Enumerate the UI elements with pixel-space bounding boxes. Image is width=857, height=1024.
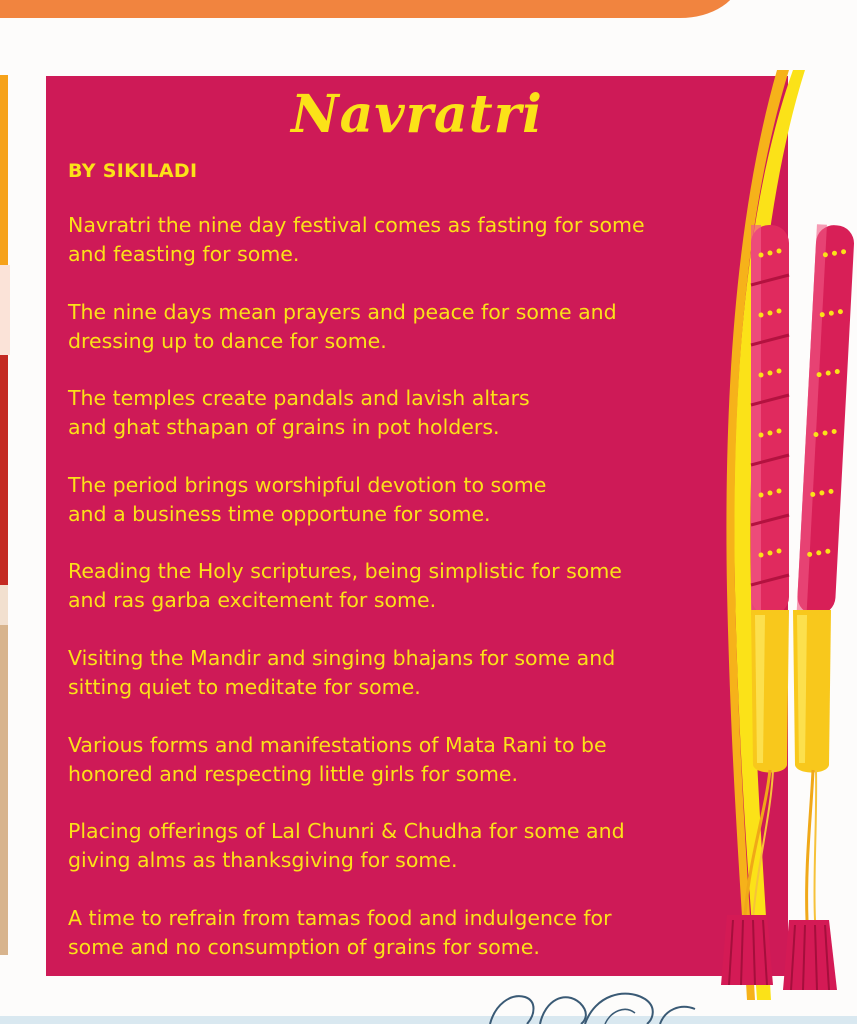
- stanza-line: dressing up to dance for some.: [68, 328, 387, 353]
- top-orange-band: [0, 0, 740, 18]
- poem-title: Navratri: [291, 84, 543, 145]
- stanza-line: and a business time opportune for some.: [68, 501, 491, 526]
- stanza-line: and ghat sthapan of grains in pot holders.: [68, 415, 500, 440]
- poem-panel: [46, 76, 788, 976]
- stanza-line: Placing offerings of Lal Chunri & Chudha for some and: [68, 819, 625, 844]
- stanza-line: Reading the Holy scriptures, being simplistic for some: [68, 559, 622, 584]
- bottom-band: [0, 1016, 857, 1024]
- left-neighbor-page-strip: [0, 585, 8, 625]
- stanza: [68, 384, 718, 442]
- dandiya-stick-icon: [783, 224, 855, 990]
- stanza-line: sitting quiet to meditate for some.: [68, 674, 421, 699]
- stanza-line: some and no consumption of grains for some.: [68, 934, 540, 959]
- stanza-line: and ras garba excitement for some.: [68, 588, 437, 613]
- left-neighbor-page-strip: [0, 265, 10, 355]
- stanza-line: Various forms and manifestations of Mata Rani to be: [68, 732, 607, 757]
- stanza: [68, 904, 718, 962]
- stanza-line: The temples create pandals and lavish altars: [68, 386, 530, 411]
- poem-body: [68, 211, 718, 990]
- stanza-line: and feasting for some.: [68, 242, 300, 266]
- stanza-line: The period brings worshipful devotion to some: [68, 472, 547, 497]
- stanza-line: Navratri the nine day festival comes as fasting for some: [68, 213, 645, 237]
- stanza: [68, 731, 718, 789]
- stanza-line: A time to refrain from tamas food and indulgence for: [68, 905, 612, 930]
- flower-doodle-icon: [485, 985, 705, 1024]
- stanza: [68, 471, 718, 529]
- stanza: [68, 557, 718, 615]
- dandiya-sticks-icon: [715, 215, 857, 1005]
- left-neighbor-page-strip: [0, 625, 8, 955]
- left-neighbor-page-strip: [0, 75, 8, 265]
- stanza-line: giving alms as thanksgiving for some.: [68, 848, 458, 873]
- left-neighbor-page-strip: [0, 355, 8, 585]
- stanza: [68, 644, 718, 702]
- dandiya-stick-icon: [721, 225, 789, 985]
- stanza-line: The nine days mean prayers and peace for some and: [68, 299, 617, 324]
- stanza: [68, 211, 718, 269]
- poem-byline: BY SIKILADI: [68, 160, 198, 182]
- stanza: [68, 298, 718, 356]
- stanza-line: Visiting the Mandir and singing bhajans for some and: [68, 645, 616, 670]
- stanza: [68, 817, 718, 875]
- stanza-line: honored and respecting little girls for some.: [68, 761, 519, 786]
